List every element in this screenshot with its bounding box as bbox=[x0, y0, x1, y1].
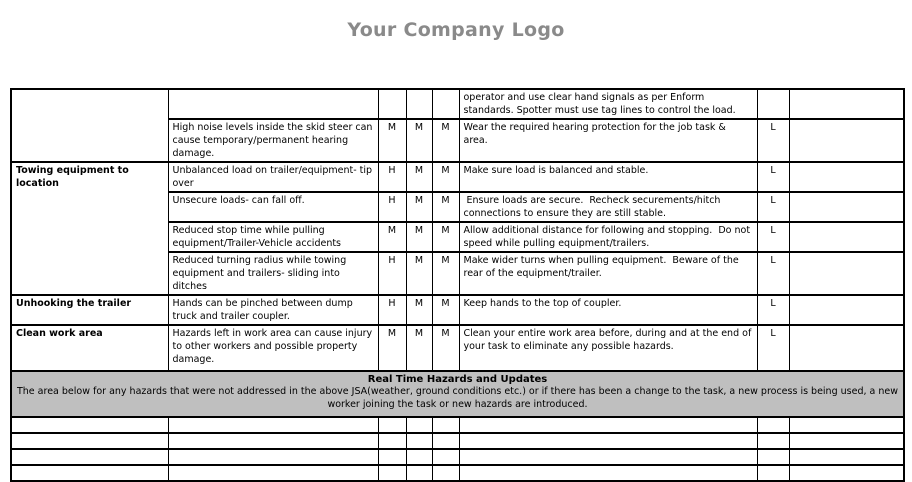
severity-cell: M bbox=[378, 325, 406, 371]
blank-entry-cell[interactable] bbox=[459, 417, 757, 433]
blank-entry-cell[interactable] bbox=[378, 465, 406, 481]
hazard-cell: Reduced turning radius while towing equipment and trailers- sliding into ditches bbox=[168, 252, 378, 295]
blank-entry-cell[interactable] bbox=[168, 449, 378, 465]
hazard-cell: High noise levels inside the skid steer can cause temporary/permanent hearing damage. bbox=[168, 119, 378, 162]
blank-entry-cell[interactable] bbox=[11, 449, 168, 465]
notes-cell bbox=[789, 119, 904, 162]
blank-entry-cell[interactable] bbox=[432, 417, 459, 433]
notes-cell bbox=[789, 325, 904, 371]
blank-entry-cell[interactable] bbox=[406, 417, 432, 433]
severity-cell bbox=[406, 89, 432, 119]
blank-entry-cell[interactable] bbox=[168, 417, 378, 433]
jsa-table bbox=[10, 88, 905, 482]
severity-cell: M bbox=[432, 295, 459, 325]
severity-cell bbox=[378, 89, 406, 119]
severity-cell: M bbox=[406, 295, 432, 325]
blank-entry-cell[interactable] bbox=[789, 449, 904, 465]
severity-cell: M bbox=[432, 162, 459, 192]
blank-entry-cell[interactable] bbox=[378, 417, 406, 433]
severity-cell: M bbox=[406, 162, 432, 192]
hazard-cell: Unsecure loads- can fall off. bbox=[168, 192, 378, 222]
severity-cell: M bbox=[432, 325, 459, 371]
severity-cell: H bbox=[378, 295, 406, 325]
notes-cell bbox=[789, 252, 904, 295]
task-cell bbox=[11, 89, 168, 162]
notes-cell bbox=[789, 89, 904, 119]
blank-entry-cell[interactable] bbox=[11, 417, 168, 433]
severity-cell: H bbox=[378, 192, 406, 222]
severity-cell bbox=[432, 89, 459, 119]
severity-cell: M bbox=[432, 119, 459, 162]
severity-cell: M bbox=[406, 325, 432, 371]
control-cell: Make wider turns when pulling equipment. Beware of the rear of the equipment/trailer. bbox=[459, 252, 757, 295]
blank-entry-cell[interactable] bbox=[11, 433, 168, 449]
blank-entry-cell[interactable] bbox=[757, 449, 789, 465]
blank-entry-cell[interactable] bbox=[406, 465, 432, 481]
blank-entry-cell[interactable] bbox=[406, 433, 432, 449]
notes-cell bbox=[789, 295, 904, 325]
realtime-hazards-description: The area below for any hazards that were not addressed in the above JSA(weather, ground conditions etc.) or if there has been a change to the task, a new process is being used, a new worker joining the task or new hazards are introduced. bbox=[16, 386, 898, 410]
blank-entry-cell[interactable] bbox=[168, 433, 378, 449]
severity-cell: M bbox=[432, 222, 459, 252]
blank-entry-cell[interactable] bbox=[459, 449, 757, 465]
notes-cell bbox=[789, 222, 904, 252]
control-cell: Ensure loads are secure. Recheck securements/hitch connections to ensure they are still stable. bbox=[459, 192, 757, 222]
probability-cell bbox=[757, 89, 789, 119]
severity-cell: M bbox=[432, 252, 459, 295]
company-logo-text: Your Company Logo bbox=[347, 19, 565, 41]
blank-entry-cell[interactable] bbox=[757, 465, 789, 481]
notes-cell bbox=[789, 162, 904, 192]
probability-cell: L bbox=[757, 119, 789, 162]
blank-entry-cell[interactable] bbox=[757, 417, 789, 433]
hazard-cell: Unbalanced load on trailer/equipment- tip over bbox=[168, 162, 378, 192]
blank-entry-cell[interactable] bbox=[789, 433, 904, 449]
realtime-hazards-banner bbox=[11, 371, 904, 417]
severity-cell: M bbox=[378, 119, 406, 162]
blank-entry-cell[interactable] bbox=[378, 449, 406, 465]
notes-cell bbox=[789, 192, 904, 222]
severity-cell: M bbox=[406, 252, 432, 295]
blank-entry-cell[interactable] bbox=[432, 465, 459, 481]
blank-entry-cell[interactable] bbox=[459, 433, 757, 449]
control-cell: Make sure load is balanced and stable. bbox=[459, 162, 757, 192]
hazard-cell bbox=[168, 89, 378, 119]
control-cell: Allow additional distance for following and stopping. Do not speed while pulling equipment/trailers. bbox=[459, 222, 757, 252]
task-cell: Towing equipment to location bbox=[11, 162, 168, 295]
blank-entry-cell[interactable] bbox=[757, 433, 789, 449]
severity-cell: M bbox=[406, 222, 432, 252]
severity-cell: H bbox=[378, 162, 406, 192]
probability-cell: L bbox=[757, 192, 789, 222]
severity-cell: H bbox=[378, 252, 406, 295]
hazard-cell: Hands can be pinched between dump truck and trailer coupler. bbox=[168, 295, 378, 325]
blank-entry-cell[interactable] bbox=[406, 449, 432, 465]
control-cell: operator and use clear hand signals as per Enform standards. Spotter must use tag lines to control the load. bbox=[459, 89, 757, 119]
blank-entry-cell[interactable] bbox=[789, 417, 904, 433]
blank-entry-cell[interactable] bbox=[789, 465, 904, 481]
severity-cell: M bbox=[432, 192, 459, 222]
blank-entry-cell[interactable] bbox=[432, 449, 459, 465]
severity-cell: M bbox=[378, 222, 406, 252]
hazard-cell: Hazards left in work area can cause injury to other workers and possible property damage. bbox=[168, 325, 378, 371]
probability-cell: L bbox=[757, 252, 789, 295]
severity-cell: M bbox=[406, 119, 432, 162]
probability-cell: L bbox=[757, 162, 789, 192]
task-cell: Clean work area bbox=[11, 325, 168, 371]
probability-cell: L bbox=[757, 325, 789, 371]
blank-entry-cell[interactable] bbox=[432, 433, 459, 449]
severity-cell: M bbox=[406, 192, 432, 222]
probability-cell: L bbox=[757, 222, 789, 252]
probability-cell: L bbox=[757, 295, 789, 325]
task-cell: Unhooking the trailer bbox=[11, 295, 168, 325]
hazard-cell: Reduced stop time while pulling equipment/Trailer-Vehicle accidents bbox=[168, 222, 378, 252]
control-cell: Keep hands to the top of coupler. bbox=[459, 295, 757, 325]
blank-entry-cell[interactable] bbox=[168, 465, 378, 481]
blank-entry-cell[interactable] bbox=[11, 465, 168, 481]
blank-entry-cell[interactable] bbox=[459, 465, 757, 481]
control-cell: Clean your entire work area before, during and at the end of your task to eliminate any possible hazards. bbox=[459, 325, 757, 371]
blank-entry-cell[interactable] bbox=[378, 433, 406, 449]
control-cell: Wear the required hearing protection for the job task & area. bbox=[459, 119, 757, 162]
realtime-hazards-title: Real Time Hazards and Updates bbox=[367, 374, 548, 385]
